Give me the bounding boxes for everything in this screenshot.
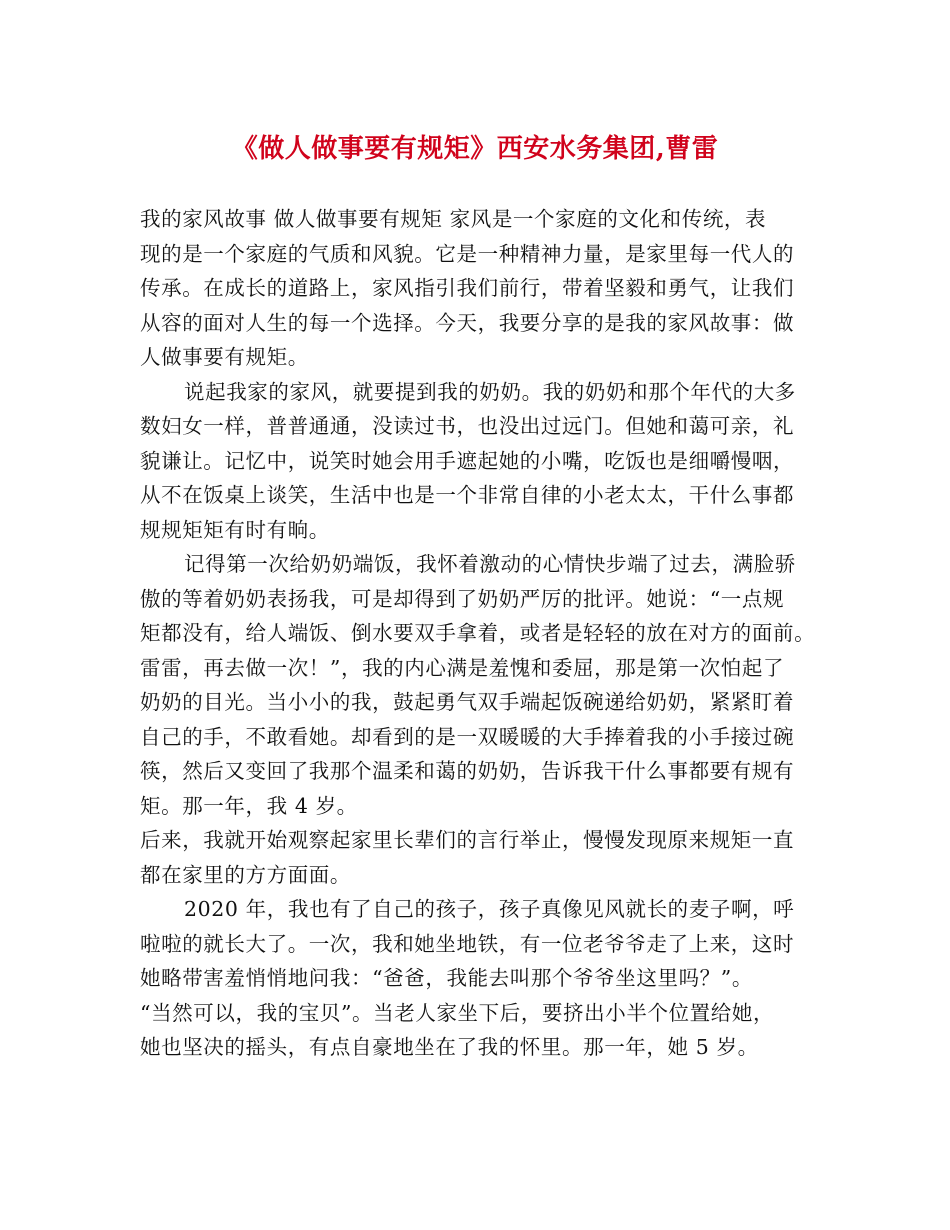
text-line: 貌谦让。记忆中，说笑时她会用手遮起她的小嘴，吃饭也是细嚼慢咽， [140,448,795,473]
text-line: 现的是一个家庭的气质和风貌。它是一种精神力量，是家里每一代人的 [140,241,795,266]
text-line: 后来，我就开始观察起家里长辈们的言行举止，慢慢发现原来规矩一直 [140,828,795,852]
document-title: 《做人做事要有规矩》西安水务集团,曹雷 [231,134,719,164]
text-line: 传承。在成长的道路上，家风指引我们前行，带着坚毅和勇气，让我们 [140,276,795,300]
text-line: 2020 年，我也有了自己的孩子，孩子真像见风就长的麦子啊，呼 [184,897,795,921]
text-line: 奶奶的目光。当小小的我，鼓起勇气双手端起饭碗递给奶奶，紧紧盯着 [140,690,795,714]
text-line: 她略带害羞悄悄地问我：“爸爸，我能去叫那个爷爷坐这里吗？”。 [140,966,753,990]
text-line: 啦啦的就长大了。一次，我和她坐地铁，有一位老爷爷走了上来，这时 [140,931,795,956]
text-line: 数妇女一样，普普通通，没读过书，也没出过远门。但她和蔼可亲，礼 [140,414,795,438]
text-line: “当然可以，我的宝贝”。当老人家坐下后，要挤出小半个位置给她， [140,1000,775,1025]
text-line: 矩都没有，给人端饭、倒水要双手拿着，或者是轻轻的放在对方的面前。 [140,621,816,645]
text-line: 说起我家的家风，就要提到我的奶奶。我的奶奶和那个年代的大多 [184,379,796,404]
text-line: 我的家风故事 做人做事要有规矩 家风是一个家庭的文化和传统，表 [140,207,767,231]
text-line: 都在家里的方方面面。 [140,862,351,887]
text-line: 傲的等着奶奶表扬我，可是却得到了奶奶严厉的批评。她说：“一点规 [140,586,785,611]
text-line: 规规矩矩有时有晌。 [140,517,330,542]
text-line: 她也坚决的摇头，有点自豪地坐在了我的怀里。那一年，她 5 岁。 [140,1035,759,1059]
text-line: 人做事要有规矩。 [140,345,309,369]
text-line: 雷雷，再去做一次！”，我的内心满是羞愧和委屈，那是第一次怕起了 [140,655,785,680]
text-line: 从容的面对人生的每一个选择。今天，我要分享的是我的家风故事：做 [140,310,795,335]
document-body [140,202,820,1065]
text-line: 矩。那一年，我 4 岁。 [140,793,358,818]
text-line: 自己的手，不敢看她。却看到的是一双暖暖的大手捧着我的小手接过碗 [140,724,795,749]
text-line: 记得第一次给奶奶端饭，我怀着激动的心情快步端了过去，满脸骄 [184,552,796,576]
text-line: 从不在饭桌上谈笑，生活中也是一个非常自律的小老太太，干什么事都 [140,483,795,507]
text-line: 筷，然后又变回了我那个温柔和蔼的奶奶，告诉我干什么事都要有规有 [140,759,795,783]
